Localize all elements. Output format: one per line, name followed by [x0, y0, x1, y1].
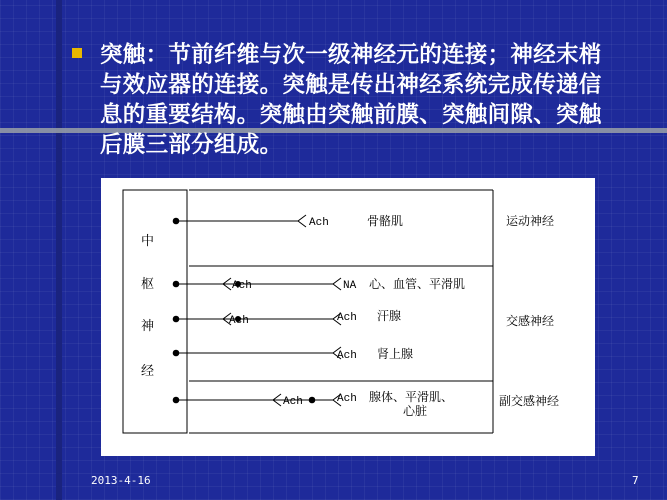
- target-heart: 心脏: [403, 404, 428, 418]
- para-pre-transmitter: Ach: [283, 396, 303, 408]
- label-sympathetic-nerve: 交感神经: [506, 314, 555, 328]
- target-skeletal-muscle: 骨骼肌: [367, 214, 404, 228]
- para-ganglion-dot: [309, 397, 316, 404]
- synapse-diagram: [101, 178, 595, 456]
- sym-adrenal-transmitter: Ach: [337, 350, 357, 362]
- sym-pre-transmitter-1: Ach: [232, 280, 252, 292]
- square-bullet-icon: [72, 48, 82, 58]
- sym-neuron-dot-2: [173, 316, 180, 323]
- sym-neuron-dot-3: [173, 350, 180, 357]
- decorative-vertical-stripe: [56, 0, 62, 500]
- page-number: 7: [632, 474, 639, 487]
- target-heart-vessels: 心、血管、平滑肌: [369, 277, 466, 291]
- cns-char-2: 枢: [141, 276, 155, 291]
- label-motor-nerve: 运动神经: [506, 214, 555, 228]
- para-neuron-dot: [173, 397, 180, 404]
- bullet-text: 突触：节前纤维与次一级神经元的连接；神经末梢与效应器的连接。突触是传出神经系统完成传递信息的重要结构。突触由突触前膜、突触间隙、突触后膜三部分组成。: [100, 42, 602, 158]
- sym-pre-transmitter-2: Ach: [229, 315, 249, 327]
- cns-char-3: 神: [141, 318, 155, 333]
- footer-date: 2013-4-16: [91, 474, 151, 487]
- cns-char-1: 中: [141, 233, 155, 248]
- sym-post-arrow-1: [333, 278, 341, 290]
- cns-box: [123, 190, 187, 433]
- sym-neuron-dot-1: [173, 281, 180, 288]
- target-adrenal: 肾上腺: [377, 347, 414, 361]
- para-post-transmitter: Ach: [337, 393, 357, 405]
- motor-transmitter: Ach: [309, 217, 329, 229]
- sym-post-transmitter-1: NA: [343, 280, 357, 292]
- motor-neuron-dot: [173, 218, 180, 225]
- label-parasympathetic-nerve: 副交感神经: [499, 394, 560, 408]
- cns-char-4: 经: [141, 363, 155, 378]
- target-glands: 腺体、平滑肌、: [369, 390, 454, 404]
- motor-terminal-arrow: [298, 215, 306, 227]
- target-sweat-gland: 汗腺: [377, 309, 402, 323]
- sym-post-transmitter-2: Ach: [337, 312, 357, 324]
